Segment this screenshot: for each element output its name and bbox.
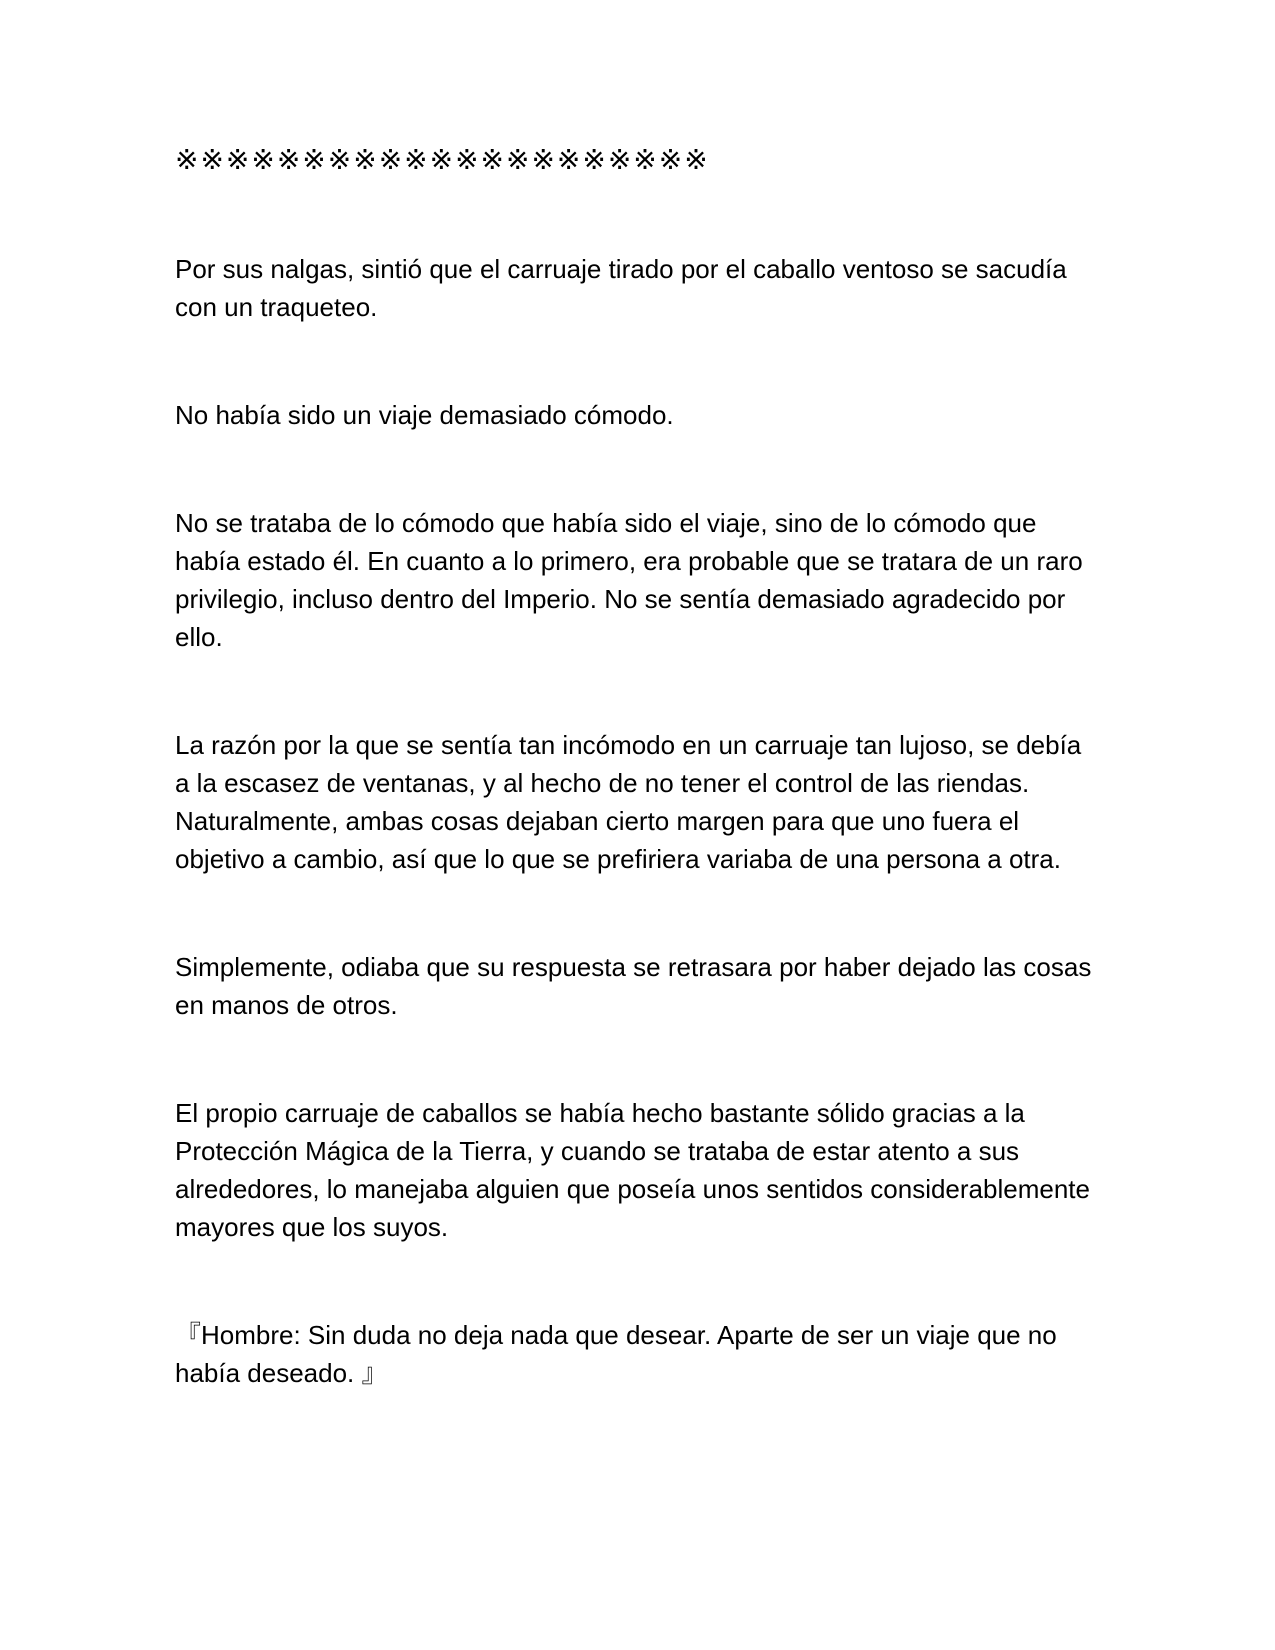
paragraph-5: Simplemente, odiaba que su respuesta se retrasara por haber dejado las cosas en manos de otros. (175, 952, 1092, 1020)
paragraph-4: La razón por la que se sentía tan incómodo en un carruaje tan lujoso, se debía a la escasez de ventanas, y al hecho de no tener el control de las riendas. Naturalmente, ambas cosas dejaban cierto margen para que uno fuera el objetivo a cambio, así que lo que se prefiriera variaba de una persona a otra. (175, 730, 1082, 874)
paragraph-6: El propio carruaje de caballos se había hecho bastante sólido gracias a la Protección Mágica de la Tierra, y cuando se trataba de estar atento a sus alrededores, lo manejaba alguien que poseía unos sentidos considerablemente mayores que los suyos. (175, 1098, 1090, 1242)
section-separator: ※※※※※※※※※※※※※※※※※※※※※ (175, 143, 710, 176)
paragraph-3: No se trataba de lo cómodo que había sido el viaje, sino de lo cómodo que había estado él. En cuanto a lo primero, era probable que se tratara de un raro privilegio, incluso dentro del Imperio. No se sentía demasiado agradecido por ello. (175, 508, 1083, 652)
paragraph-2: No había sido un viaje demasiado cómodo. (175, 400, 674, 430)
paragraph-1: Por sus nalgas, sintió que el carruaje tirado por el caballo ventoso se sacudía con un traqueteo. (175, 254, 1067, 322)
dialogue-paragraph: 『Hombre: Sin duda no deja nada que desear. Aparte de ser un viaje que no había deseado. 』 (175, 1320, 1057, 1388)
document-body (175, 140, 1095, 1392)
